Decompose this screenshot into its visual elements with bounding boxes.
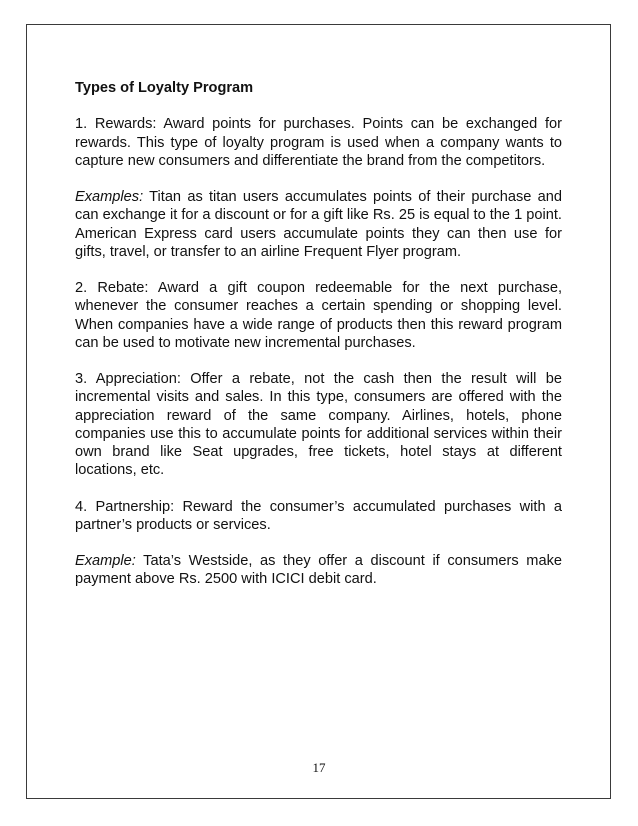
paragraph-text: 1. Rewards: Award points for purchases. Points can be exchanged for rewards. This type of loyalty program is used when a company wants to capture new consumers and differentiate the brand from the competitors.	[75, 116, 562, 169]
paragraph-text: Tata’s Westside, as they offer a discount if consumers make payment above Rs. 2500 with ICICI debit card.	[75, 553, 562, 588]
paragraph-rewards-examples	[75, 188, 562, 261]
section-heading: Types of Loyalty Program	[75, 80, 254, 96]
paragraph-text: Titan as titan users accumulates points of their purchase and can exchange it for a discount or for a gift like Rs. 25 is equal to the 1 point. American Express card users accumulate points they can then use for gifts, travel, or transfer to an airline Frequent Flyer program.	[75, 189, 562, 260]
paragraph-text: 3. Appreciation: Offer a rebate, not the cash then the result will be incremental visits and sales. In this type, consumers are offered with the appreciation reward of the same company. Airlines, hotels, phone companies use this to accumulate points for additional services within their own brand like Seat upgrades, free tickets, hotel stays at different locations, etc.	[75, 371, 562, 479]
document-body	[75, 79, 562, 589]
paragraph-partnership	[75, 498, 562, 534]
paragraph-rewards	[75, 115, 562, 170]
page-number: 17	[312, 760, 326, 775]
paragraph-text: 2. Rebate: Award a gift coupon redeemable for the next purchase, whenever the consumer reaches a certain spending or shopping level. When companies have a wide range of products then this reward program can be used to motivate new incremental purchases.	[75, 280, 562, 351]
paragraph-appreciation	[75, 370, 562, 479]
paragraph-rebate	[75, 279, 562, 352]
examples-label: Examples:	[75, 189, 144, 206]
paragraph-partnership-example	[75, 552, 562, 588]
paragraph-text: 4. Partnership: Reward the consumer’s accumulated purchases with a partner’s products or services.	[75, 498, 562, 533]
example-label: Example:	[75, 553, 136, 570]
